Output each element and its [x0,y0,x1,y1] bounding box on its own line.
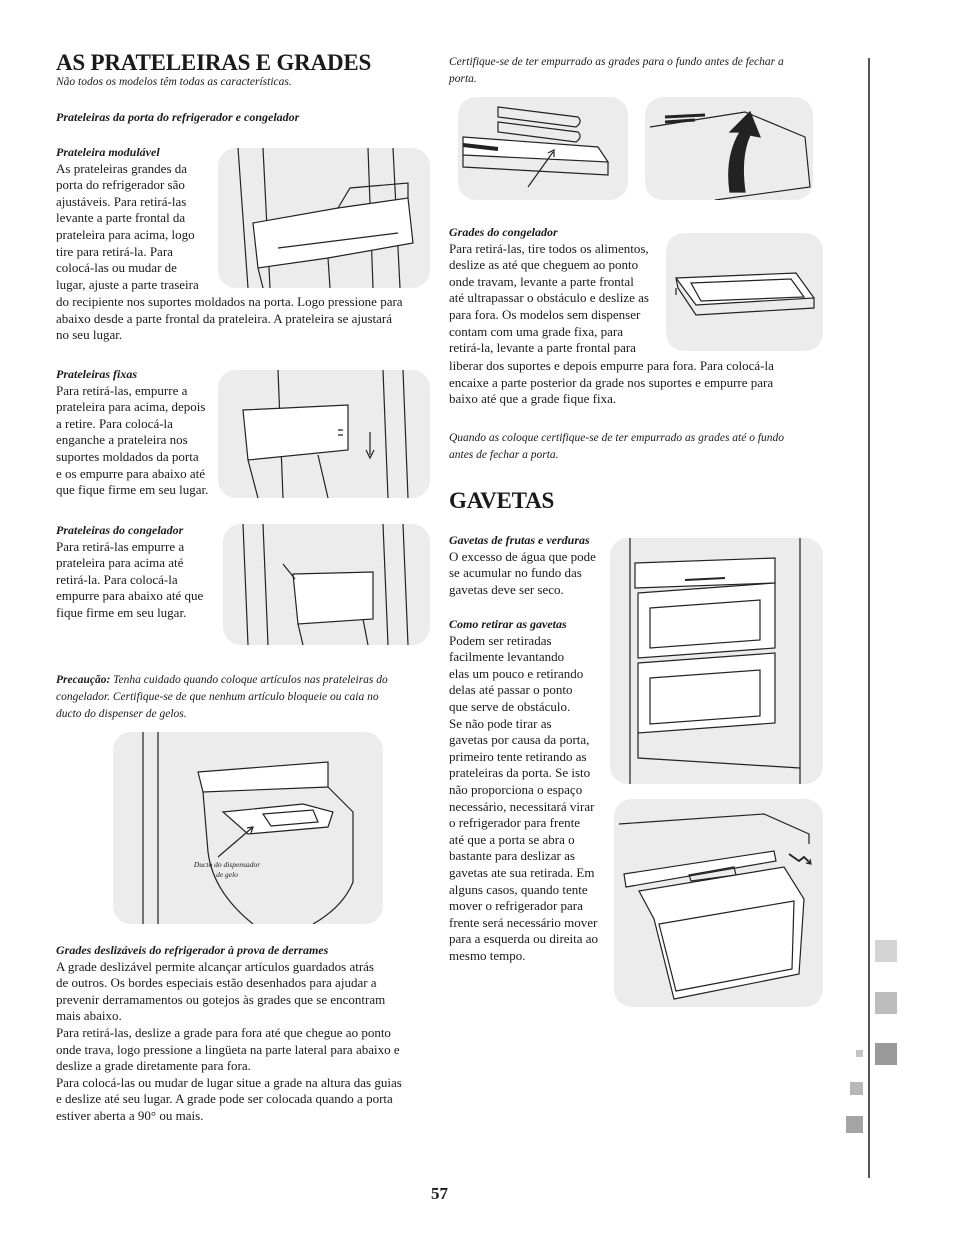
page-number: 57 [431,1184,448,1203]
text-line: delas até passar o ponto [449,682,573,698]
text-line: retirá-la, levante a parte frontal para [449,340,636,356]
fixed-shelves-block [56,366,226,499]
text-line: necessário, necessitará virar [449,798,595,814]
text-line: O excesso de água que pode [449,548,596,564]
text-line: gavetas deve ser seco. [449,581,564,597]
text-line: contam com uma grade fixa, para [449,323,623,339]
text-line: para fora. Os modelos sem dispenser [449,306,641,322]
spill-proof-block [56,942,436,1125]
text-line: porta. [449,73,477,85]
text-line: ajustáveis. Para retirá-las [56,193,187,209]
caution-note [56,672,436,723]
remove-drawers-block [449,616,619,964]
text-line: Tenha cuidado quando coloque artículos nas prateleiras do [113,674,388,686]
text-line: de outros. Os bordes especiais estão desenhados para ajudar a [56,975,377,991]
section-tab-dot [846,1116,863,1133]
grate-lift-illustration [645,97,813,200]
text-line: lugar, ajuste a parte traseira [56,276,199,292]
text-line: deslize a grade diretamente para fora. [56,1058,251,1074]
text-line: Podem ser retiradas [449,632,552,648]
text-line: onde travam, levante a parte frontal [449,273,634,289]
text-line: se acumular no fundo das [449,565,582,581]
text-line: onde trava, logo pressione a lingüeta na parte lateral para abaixo e [56,1041,400,1057]
text-line: mesmo tempo. [449,947,526,963]
crisper-heading: Gavetas de frutas e verduras [449,533,590,547]
ice-duct-label [187,860,267,880]
text-line: levante a parte frontal da [56,210,186,226]
text-line: mais abaixo. [56,1008,122,1024]
text-line: elas um pouco e retirando [449,665,584,681]
text-line: até que a porta se abra o [449,831,575,847]
text-line: prevenir derramamentos ou gotejos às grades que se encontram [56,991,386,1007]
crisper-block [449,532,619,598]
text-line: retirá-la. Para colocá-la [56,571,178,587]
section-tab-dot [856,1050,863,1057]
text-line: até ultrapassar o obstáculo e deslize as [449,290,649,306]
text-line: o refrigerador para frente [449,815,580,831]
text-line: prateleira para acima até [56,555,184,571]
freezer-grates-block [449,224,669,357]
text-line: frente será necessário mover [449,914,598,930]
modular-shelf-continued [56,294,436,344]
text-line: A grade deslizável permite alcançar artículos guardados atrás [56,958,374,974]
text-line: abaixo desde a parte frontal da prateleira. A prateleira se ajustará [56,310,393,326]
text-line: liberar dos suportes e depois empurre para fora. Para colocá-la [449,358,774,373]
freezer-grates-heading: Grades do congelador [449,225,558,239]
text-line: Para retirá-las empurre a [56,538,185,554]
text-line: fique firme em seu lugar. [56,604,187,620]
text-line: que fique firme em seu lugar. [56,482,209,498]
text-line: Ducto do dispensador [193,860,261,869]
section-tab-marker [875,940,897,962]
text-line: Certifique-se de ter empurrado as grades para o fundo antes de fechar a [449,56,784,68]
text-line: de gelo [216,870,238,879]
ice-duct-illustration [113,732,383,924]
text-line: facilmente levantando [449,649,565,665]
text-line: Quando as coloque certifique-se de ter empurrado as grades até o fundo [449,432,785,444]
section-tab-marker-active [875,1043,897,1065]
text-line: Para colocá-las ou mudar de lugar situe a grade na altura das guias [56,1074,402,1090]
text-line: primeiro tente retirando as [449,748,587,764]
text-line: baixo até que a grade fique fixa. [449,391,617,407]
spill-proof-heading: Grades deslizáveis do refrigerador à prova de derrames [56,943,329,957]
modular-shelf-illustration [218,148,430,288]
remove-drawers-heading: Como retirar as gavetas [449,617,567,631]
text-line: para a esquerda ou direita ao [449,931,599,947]
text-line: congelador. Certifique-se de que nenhum artículo bloqueie ou caia no [56,691,379,703]
text-line: Se não pode tirar as [449,715,552,731]
text-line: Para retirá-las, deslize a grade para fora até que chegue ao ponto [56,1024,391,1040]
fixed-shelf-illustration [218,370,430,498]
text-line: gavetas ate sua retirada. Em [449,864,595,880]
section-title-shelves: AS PRATELEIRAS E GRADES [56,50,372,75]
text-line: a retire. Para colocá-la [56,415,173,431]
text-line: Para retirá-las, tire todos os alimentos, [449,240,649,256]
text-line: gavetas por causa da porta, [449,732,590,748]
text-line: no seu lugar. [56,327,123,343]
models-note: Não todos os modelos têm todas as características. [56,76,292,88]
drawer-removal-illustration [614,799,823,1007]
text-line: Para retirá-las, empurre a [56,382,188,398]
text-line: antes de fechar a porta. [449,449,559,461]
text-line: mover o refrigerador para [449,898,583,914]
text-line: enganche a prateleira nos [56,432,188,448]
text-line: ducto do dispenser de gelos. [56,708,187,720]
text-line: colocá-las ou mudar de [56,260,177,276]
text-line: estiver aberta a 90° ou mais. [56,1107,204,1123]
text-line: não proporciona o espaço [449,781,583,797]
freezer-shelves-block [56,522,226,622]
grate-push-illustration [458,97,628,200]
text-line: tire para retirá-la. Para [56,243,173,259]
text-line: As prateleiras grandes da [56,160,188,176]
text-line: do recipiente nos suportes moldados na porta. Logo pressione para [56,294,403,309]
section-tab-marker [875,992,897,1014]
text-line: alguns casos, quando tente [449,881,588,897]
text-line: empurre para abaixo até que [56,588,204,604]
section-tab-dot [850,1082,863,1095]
text-line: prateleira para acima, logo [56,226,195,242]
freezer-grates-continued [449,358,829,408]
modular-shelf-block [56,144,221,293]
text-line: prateleiras da porta. Se isto [449,765,591,781]
caution-label: Precaução: [56,674,111,686]
freezer-shelves-heading: Prateleiras do congelador [56,523,184,537]
crisper-drawers-illustration [610,538,823,784]
text-line: porta do refrigerador são [56,177,185,193]
section-title-drawers: GAVETAS [449,488,555,513]
freezer-grate-illustration [666,233,823,351]
modular-shelf-heading: Prateleira modulável [56,145,160,159]
text-line: bastante para deslizar as [449,848,575,864]
door-shelves-heading: Prateleiras da porta do refrigerador e congelador [56,110,300,124]
text-line: e os empurre para abaixo até [56,465,206,481]
text-line: prateleira para acima, depois [56,399,206,415]
text-line: encaixe a parte posterior da grade nos suportes e empurre para [449,374,774,390]
text-line: que serve de obstáculo. [449,698,571,714]
top-note [449,54,829,88]
fixed-shelves-heading: Prateleiras fixas [56,367,137,381]
text-line: deslize as até que cheguem ao ponto [449,257,639,273]
margin-rule [868,58,870,1178]
text-line: suportes moldados da porta [56,448,199,464]
text-line: e deslize até seu lugar. A grade pode ser colocada quando a porta [56,1091,393,1107]
mid-note [449,430,829,464]
freezer-shelf-illustration [223,524,430,645]
